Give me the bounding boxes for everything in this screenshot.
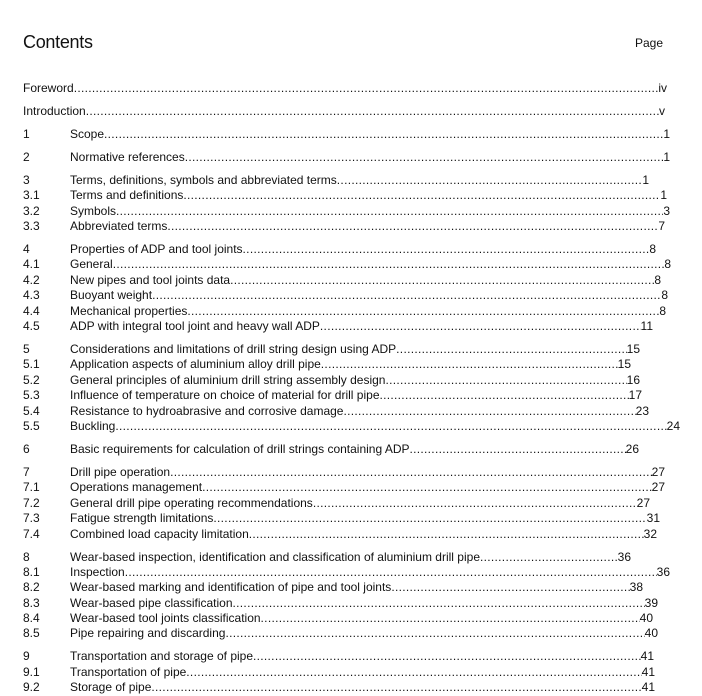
toc-title: Transportation and storage of pipe: [70, 649, 254, 664]
toc-entry[interactable]: [70, 480, 665, 495]
toc-entry[interactable]: [70, 496, 650, 511]
toc-page-number: 8: [659, 303, 666, 318]
toc-leader-dots: [86, 104, 659, 119]
toc-number: 7.2: [23, 495, 40, 510]
toc-leader-dots: [74, 81, 659, 96]
toc-number: 8.5: [23, 626, 40, 641]
toc-leader-dots: [225, 626, 644, 641]
toc-row[interactable]: [23, 288, 683, 303]
toc-entry[interactable]: [70, 150, 670, 165]
toc-leader-dots: [115, 419, 666, 434]
toc-page-number: iv: [658, 81, 667, 95]
toc-row[interactable]: [23, 188, 683, 203]
toc-entry[interactable]: [70, 665, 655, 680]
toc-title: Combined load capacity limitation: [70, 526, 249, 541]
toc-row[interactable]: [23, 649, 683, 664]
toc-row[interactable]: [23, 550, 683, 565]
toc-number: 4.3: [23, 288, 40, 303]
toc-entry[interactable]: [70, 257, 671, 272]
toc-entry[interactable]: [23, 104, 665, 119]
toc-entry[interactable]: [70, 404, 649, 419]
toc-entry[interactable]: [70, 550, 631, 565]
toc-row[interactable]: [23, 104, 683, 119]
toc-number: 4.2: [23, 272, 40, 287]
toc-leader-dots: [313, 496, 637, 511]
toc-number: 5: [23, 342, 30, 357]
toc-row[interactable]: [23, 511, 683, 526]
toc-row[interactable]: [23, 373, 683, 388]
toc-row[interactable]: [23, 127, 683, 142]
toc-entry[interactable]: [23, 81, 667, 96]
toc-number: 8.1: [23, 564, 40, 579]
toc-page-number: 26: [625, 441, 639, 456]
toc-row[interactable]: [23, 219, 683, 234]
toc-row[interactable]: [23, 680, 683, 695]
toc-number: 3.3: [23, 219, 40, 234]
page-column-label: Page: [635, 36, 664, 50]
toc-leader-dots: [183, 188, 660, 203]
toc-title: Wear-based tool joints classification: [70, 611, 261, 626]
toc-entry[interactable]: [70, 580, 643, 595]
toc-leader-dots: [233, 596, 645, 611]
toc-page-number: 27: [651, 480, 665, 495]
toc-leader-dots: [337, 173, 643, 188]
toc-page-number: 17: [628, 388, 642, 403]
toc-number: 5.3: [23, 388, 40, 403]
toc-entry[interactable]: [70, 273, 661, 288]
toc-row[interactable]: [23, 580, 683, 595]
toc-row[interactable]: [23, 404, 683, 419]
toc-page-number: 1: [660, 188, 667, 203]
toc-row[interactable]: [23, 665, 683, 680]
toc-page-number: 41: [641, 664, 655, 679]
toc-title: Wear-based inspection, identification and classification of aluminium drill pipe: [70, 549, 480, 564]
toc-page-number: 27: [651, 464, 665, 479]
toc-page-number: 11: [640, 319, 653, 334]
toc-row[interactable]: [23, 319, 683, 334]
toc-leader-dots: [253, 649, 641, 664]
toc-row[interactable]: [23, 611, 683, 626]
toc-title: Inspection: [70, 564, 125, 579]
toc-title: Wear-based marking and identification of pipe and tool joints: [70, 580, 392, 595]
table-of-contents: [23, 81, 683, 696]
toc-page-number: v: [659, 103, 665, 118]
toc-leader-dots: [380, 388, 629, 403]
toc-title: Symbols: [70, 203, 117, 218]
toc-page-number: 32: [643, 526, 657, 541]
toc-row[interactable]: [23, 257, 683, 272]
toc-title: Buoyant weight: [70, 288, 153, 303]
toc-leader-dots: [151, 680, 641, 695]
toc-row[interactable]: [23, 81, 683, 96]
toc-row[interactable]: [23, 480, 683, 495]
toc-row[interactable]: [23, 242, 683, 257]
toc-title: Terms, definitions, symbols and abbreviated terms: [70, 172, 337, 187]
toc-row[interactable]: [23, 465, 683, 480]
toc-page-number: 36: [656, 564, 670, 579]
toc-title: Terms and definitions: [70, 188, 184, 203]
toc-number: 2: [23, 149, 30, 164]
toc-page-number: 31: [646, 511, 660, 526]
toc-row[interactable]: [23, 596, 683, 611]
toc-entry[interactable]: [70, 173, 649, 188]
toc-leader-dots: [261, 611, 640, 626]
toc-entry[interactable]: [70, 219, 665, 234]
toc-number: 8.2: [23, 580, 40, 595]
toc-title: Buckling: [70, 418, 116, 433]
toc-entry[interactable]: [70, 596, 658, 611]
toc-row[interactable]: [23, 173, 683, 188]
toc-number: 5.2: [23, 372, 40, 387]
toc-number: 5.5: [23, 418, 40, 433]
toc-leader-dots: [104, 127, 663, 142]
toc-leader-dots: [243, 242, 650, 257]
toc-entry[interactable]: [70, 511, 660, 526]
toc-page-number: 38: [629, 580, 643, 595]
toc-number: 3: [23, 172, 30, 187]
toc-leader-dots: [116, 204, 663, 219]
toc-page-number: 39: [644, 595, 658, 610]
toc-entry[interactable]: [70, 626, 658, 641]
toc-leader-dots: [396, 342, 626, 357]
toc-number: 4.5: [23, 319, 40, 334]
toc-leader-dots: [480, 550, 618, 565]
toc-entry[interactable]: [70, 127, 670, 142]
toc-title: Drill pipe operation: [70, 464, 171, 479]
toc-row[interactable]: [23, 626, 683, 641]
toc-title: Transportation of pipe: [70, 664, 187, 679]
toc-title: General: [70, 257, 113, 272]
toc-number: 9.1: [23, 664, 40, 679]
toc-leader-dots: [186, 665, 641, 680]
toc-page-number: 23: [635, 403, 649, 418]
toc-title: General drill pipe operating recommendations: [70, 495, 313, 510]
toc-entry[interactable]: [70, 527, 657, 542]
toc-row[interactable]: [23, 357, 683, 372]
toc-row[interactable]: [23, 150, 683, 165]
toc-title: Fatigue strength limitations: [70, 511, 214, 526]
toc-page-number: 27: [636, 495, 650, 510]
toc-leader-dots: [213, 511, 646, 526]
toc-number: 4.1: [23, 257, 40, 272]
toc-title: Operations management: [70, 480, 203, 495]
toc-page-number: 1: [663, 149, 670, 164]
toc-title: Considerations and limitations of drill string design using ADP: [70, 342, 397, 357]
toc-page-number: 7: [658, 219, 665, 234]
toc-title: Normative references: [70, 149, 185, 164]
toc-row[interactable]: [23, 273, 683, 288]
toc-page-number: 40: [639, 611, 653, 626]
toc-entry[interactable]: [70, 680, 655, 695]
toc-title: Properties of ADP and tool joints: [70, 242, 243, 257]
toc-title: New pipes and tool joints data: [70, 272, 231, 287]
toc-title: Pipe repairing and discarding: [70, 626, 226, 641]
toc-row[interactable]: [23, 419, 683, 434]
toc-page-number: 24: [666, 418, 680, 433]
toc-entry[interactable]: [70, 649, 654, 664]
toc-leader-dots: [152, 288, 661, 303]
toc-entry[interactable]: [70, 288, 668, 303]
toc-leader-dots: [125, 565, 657, 580]
toc-leader-dots: [185, 150, 664, 165]
toc-entry[interactable]: [70, 342, 640, 357]
toc-page-number: 40: [644, 626, 658, 641]
toc-entry[interactable]: [70, 357, 631, 372]
toc-page-number: 15: [617, 357, 631, 372]
toc-title: Application aspects of aluminium alloy drill pipe: [70, 357, 321, 372]
toc-row[interactable]: [23, 388, 683, 403]
page-title: Contents: [23, 32, 93, 52]
toc-title: Foreword: [23, 81, 74, 95]
toc-title: Influence of temperature on choice of material for drill pipe: [70, 388, 380, 403]
toc-number: 4.4: [23, 303, 40, 318]
toc-number: 1: [23, 126, 30, 141]
toc-leader-dots: [167, 219, 658, 234]
toc-entry[interactable]: [70, 565, 670, 580]
toc-entry[interactable]: [70, 319, 653, 334]
toc-number: 7.3: [23, 511, 40, 526]
toc-title: Basic requirements for calculation of drill strings containing ADP: [70, 441, 410, 456]
toc-leader-dots: [230, 273, 654, 288]
toc-leader-dots: [187, 304, 659, 319]
toc-title: General principles of aluminium drill string assembly design: [70, 372, 386, 387]
toc-entry[interactable]: [70, 242, 656, 257]
toc-number: 9.2: [23, 680, 40, 695]
toc-page-number: 8: [654, 272, 661, 287]
toc-row[interactable]: [23, 204, 683, 219]
toc-title: Abbreviated terms: [70, 219, 168, 234]
toc-row[interactable]: [23, 527, 683, 542]
toc-number: 8.3: [23, 595, 40, 610]
toc-number: 5.1: [23, 357, 40, 372]
toc-page-number: 8: [661, 288, 668, 303]
toc-entry[interactable]: [70, 204, 670, 219]
toc-number: 7.4: [23, 526, 40, 541]
toc-number: 5.4: [23, 403, 40, 418]
toc-leader-dots: [249, 527, 644, 542]
toc-row[interactable]: [23, 442, 683, 457]
toc-entry[interactable]: [70, 442, 639, 457]
toc-number: 4: [23, 242, 30, 257]
toc-number: 9: [23, 649, 30, 664]
toc-page-number: 1: [642, 172, 649, 187]
toc-page-number: 3: [663, 203, 670, 218]
toc-number: 8: [23, 549, 30, 564]
toc-number: 3.2: [23, 203, 40, 218]
toc-leader-dots: [391, 580, 629, 595]
toc-leader-dots: [385, 373, 626, 388]
toc-page-number: 1: [663, 126, 670, 141]
toc-number: 6: [23, 441, 30, 456]
toc-leader-dots: [320, 319, 641, 334]
toc-leader-dots: [410, 442, 626, 457]
toc-leader-dots: [113, 257, 665, 272]
toc-row[interactable]: [23, 304, 683, 319]
toc-leader-dots: [202, 480, 652, 495]
toc-entry[interactable]: [70, 304, 666, 319]
toc-row[interactable]: [23, 496, 683, 511]
toc-page-number: 15: [626, 342, 640, 357]
toc-entry[interactable]: [70, 419, 680, 434]
toc-title: ADP with integral tool joint and heavy wall ADP: [70, 319, 320, 334]
toc-entry[interactable]: [70, 188, 667, 203]
toc-leader-dots: [321, 357, 618, 372]
toc-page-number: 41: [640, 649, 654, 664]
toc-title: Scope: [70, 126, 105, 141]
toc-entry[interactable]: [70, 465, 665, 480]
toc-row[interactable]: [23, 342, 683, 357]
toc-title: Introduction: [23, 103, 86, 118]
toc-leader-dots: [170, 465, 652, 480]
toc-title: Storage of pipe: [70, 680, 152, 695]
toc-row[interactable]: [23, 565, 683, 580]
toc-number: 7: [23, 464, 30, 479]
toc-entry[interactable]: [70, 611, 653, 626]
toc-entry[interactable]: [70, 373, 640, 388]
toc-page-number: 8: [649, 242, 656, 257]
toc-page-number: 8: [664, 257, 671, 272]
toc-title: Mechanical properties: [70, 303, 188, 318]
toc-number: 3.1: [23, 188, 40, 203]
toc-number: 8.4: [23, 611, 40, 626]
toc-page-number: 41: [641, 680, 655, 695]
toc-leader-dots: [343, 404, 635, 419]
toc-title: Wear-based pipe classification: [70, 595, 233, 610]
toc-title: Resistance to hydroabrasive and corrosive damage: [70, 403, 344, 418]
toc-entry[interactable]: [70, 388, 642, 403]
toc-page-number: 16: [626, 372, 640, 387]
toc-number: 7.1: [23, 480, 40, 495]
toc-page-number: 36: [617, 549, 631, 564]
